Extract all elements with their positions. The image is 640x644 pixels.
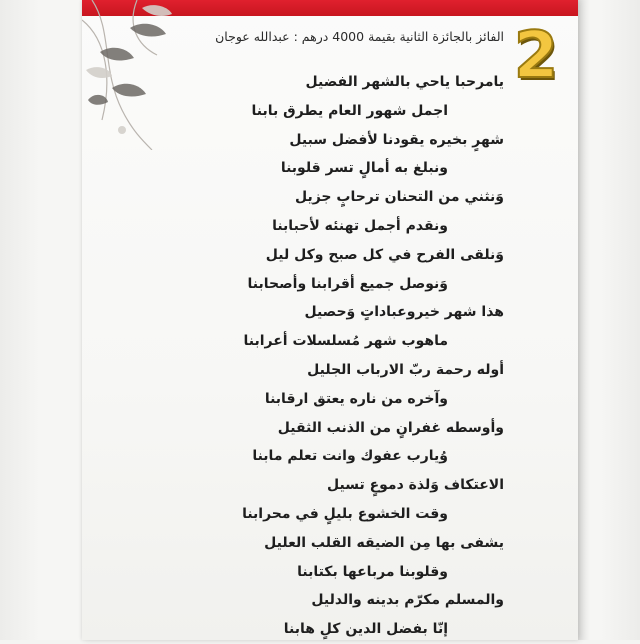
poem-verse: يشفى بها مِن الضيقه القلب العليل	[264, 534, 504, 551]
poem-verse: وَنوصل جميع أقرابنا وأصحابنا	[247, 275, 448, 292]
poem-body	[140, 68, 510, 644]
poem-verse: وُيارب عفوك وانت تعلم مابنا	[252, 448, 448, 465]
poem-verse: وَنلقى الفرح في كل صبح وكل ليل	[265, 246, 504, 263]
poem-verse: ونقدم أجمل تهنئه لأحبابنا	[272, 217, 448, 234]
poem-verse: إنّا بفضل الدين كلٍ هابنا	[283, 621, 448, 638]
poem-verse: والمسلم مكرّم بدينه والدليل	[311, 592, 504, 609]
poem-verse: ماهوب شهر مُسلسلات أعرابنا	[243, 333, 448, 350]
poem-verse: وآخره من ناره يعتق ارقابنا	[264, 390, 448, 407]
poem-verse: أوله رحمة ربّ الارباب الجليل	[307, 361, 504, 378]
page-edge-shadow	[578, 0, 590, 640]
poem-verse: وَنثني من التحنان ترحابٍ جزيل	[294, 189, 504, 206]
poem-verse: وقت الخشوع بليلٍ في محرابنا	[242, 505, 448, 522]
poem-verse: الاعتكاف وَلذة دموعٍ تسيل	[326, 477, 504, 494]
poem-verse: وقلوبنا مرباعها بكتابنا	[297, 563, 448, 580]
prize-rank-number: 2	[513, 19, 559, 93]
poem-verse: شهرٍ بخيره يقودنا لأفضل سبيل	[289, 131, 504, 148]
poem-verse: يامرحبا ياحي بالشهر الفضيل	[305, 74, 504, 90]
poem-verse: اجمل شهور العام يطرق بابنا	[251, 102, 448, 119]
poem-verse: وأوسطه غفرانٍ من الذنب الثقيل	[277, 419, 504, 436]
poem-verse: ونبلغ به أمالٍ تسر قلوبنا	[280, 160, 448, 177]
winner-caption: الفائز بالجائزة الثانية بقيمة 4000 درهم : عبدالله عوجان	[215, 29, 504, 44]
poem-verse: هذا شهر خيروعباداتٍ وَحصيل	[304, 304, 504, 321]
